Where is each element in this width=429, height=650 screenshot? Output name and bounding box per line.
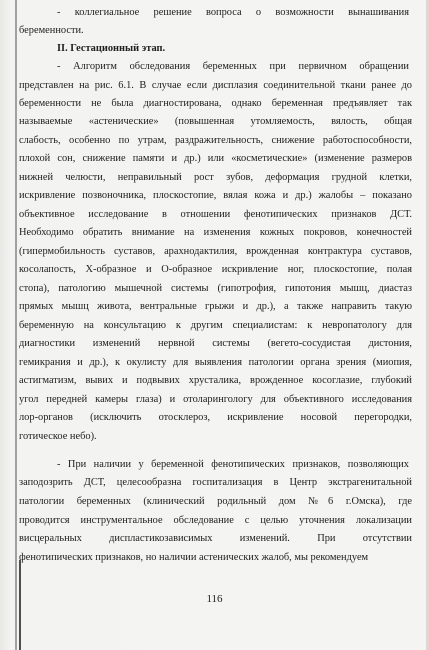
text-line: лор-органов (исключить отосклероз, искривление носовой перегородки, (19, 412, 412, 423)
text-line: угол передней камеры глаза) и отоларингологу для объективного исследования (19, 394, 412, 405)
text-line: Необходимо обратить внимание на изменения кожных покровов, конечностей (19, 227, 412, 238)
text-line: - Алгоритм обследования беременных при первичном обращении (57, 61, 409, 72)
text-line: нижней челюсти, неправильный рост зубов, деформация грудной клетки, (19, 172, 412, 183)
text-line: (гипермобильность суставов, арахнодактилия, врожденная контрактура суставов, (19, 246, 412, 257)
text-line: представлен на рис. 6.1. В случае если дисплазия соединительной ткани ранее до (19, 80, 412, 91)
text-line: патологии беременных (клинический родильный дом №6 г.Омска), где (19, 496, 412, 507)
scan-binding-shadow (15, 0, 17, 650)
text-line: заподозрить ДСТ, целесообразна госпитализация в Центр экстрагенитальной (19, 477, 412, 488)
text-line: прямых мышц живота, вентральные грыжи и др.), а также направить такую (19, 301, 412, 312)
text-line: называемые «астенические» (повышенная утомляемость, вялость, общая (19, 116, 412, 127)
text-line: беременности не была диагностирована, однако беременная предъявляет так (19, 98, 412, 109)
text-line: объективное исследование в отношении фенотипических признаков ДСТ. (19, 209, 412, 220)
text-line: беременности. (19, 25, 84, 36)
text-line: искривление позвоночника, плоскостопие, вялая кожа и др.) жалобы – показано (19, 190, 412, 201)
text-line: висцеральных диспластикозависимых изменений. При отсутствии (19, 533, 412, 544)
text-line: фенотипических признаков, но наличии астенических жалоб, мы рекомендуем (19, 552, 369, 563)
text-line: плохой сон, снижение памяти и др.) или «косметические» (изменение размеров (19, 153, 412, 164)
text-line: слабость, особенно по утрам, раздражительность, снижение работоспособности, (19, 135, 412, 146)
text-line: диагностики изменений нервной системы (вегето-сосудистая дистония, (19, 338, 412, 349)
text-line: проводится инструментальное обследование с целью уточнения локализации (19, 515, 412, 526)
text-line: готическое небо). (19, 431, 97, 442)
text-line: - При наличии у беременной фенотипических признаков, позволяющих (57, 459, 409, 470)
text-line: - коллегиальное решение вопроса о возможности вынашивания (57, 7, 409, 18)
text-line: гемикрания и др.), к окулисту для выявления патологии органа зрения (миопия, (19, 357, 412, 368)
text-line: беременную на консультацию к другим специалистам: к невропатологу для (19, 320, 412, 331)
text-line: астигматизм, вывих и подвывих хрусталика, врожденное косоглазие, глубокий (19, 375, 412, 386)
text-line: косолапость, Х-образное и О-образное искривление ног, плоскостопие, полая (19, 264, 412, 275)
text-line: стопа), патологию мышечной системы (гипотрофия, гипотония мышц, диастаз (19, 283, 412, 294)
page-number: 116 (206, 593, 223, 605)
scan-binding-mark (19, 560, 21, 650)
section-heading: II. Гестационный этап. (57, 43, 166, 54)
